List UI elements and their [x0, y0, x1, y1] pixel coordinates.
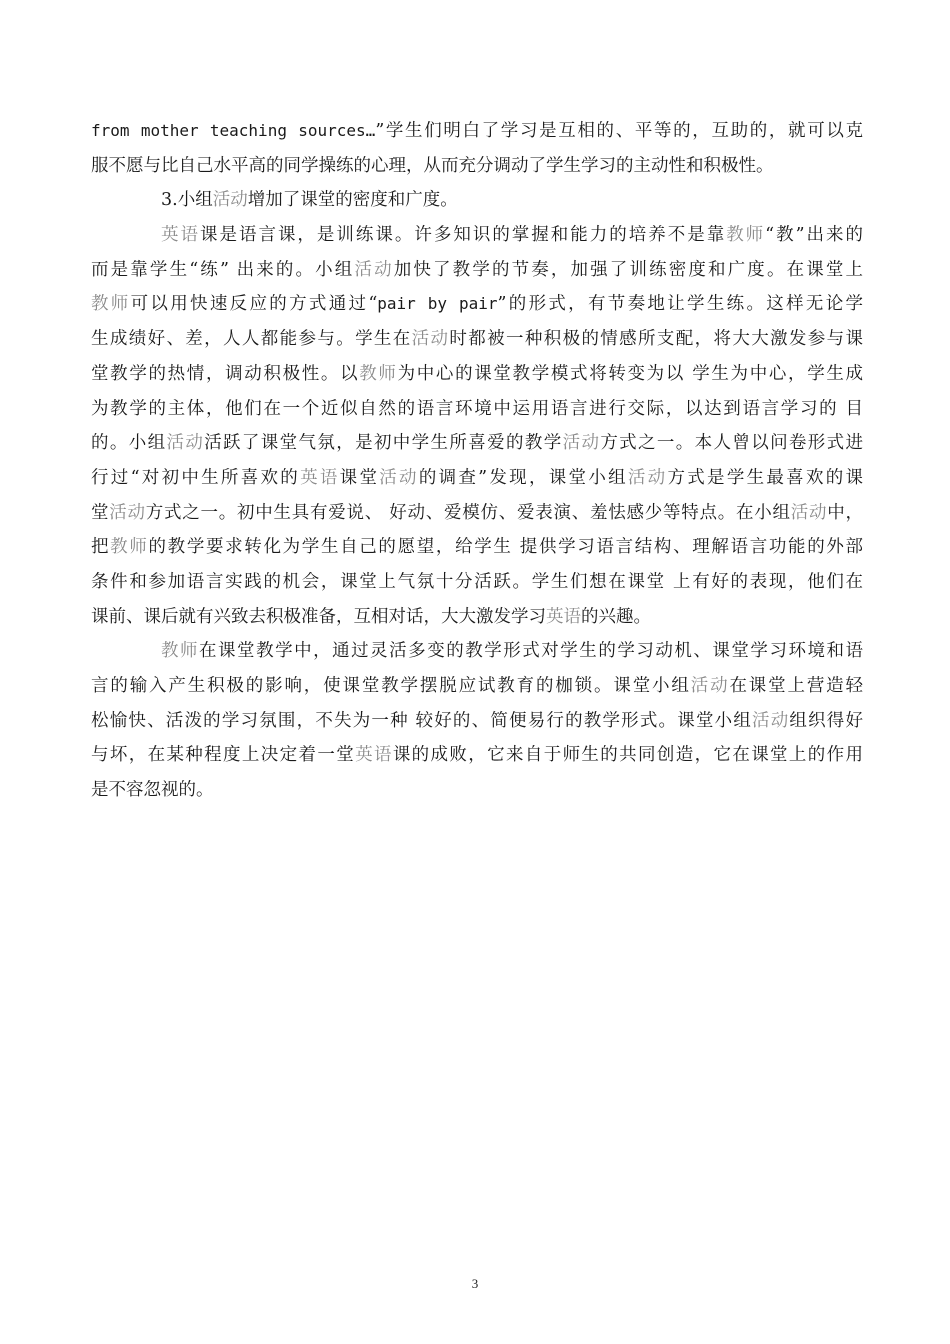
highlighted-keyword: 教师 [359, 363, 398, 384]
text-segment: ”学生们明白了学习是互相的、平等的，互助的，就可以克 [375, 121, 863, 141]
text-line [91, 426, 863, 461]
highlighted-keyword: 活动 [109, 502, 146, 523]
text-line [91, 669, 863, 704]
text-segment: 课的成败，它来自于师生的共同创造，它在课堂上的作用 [392, 745, 864, 766]
text-segment: 为教学的主体，他们在一个近似自然的语言环境中运用语言进行交际，以达到语言学习的 目 [91, 398, 863, 419]
text-segment: 时都被一种积极的情感所支配，将大大激发参与课 [449, 329, 864, 350]
text-segment: 方式之一。初中生具有爱说、 好动、爱模仿、爱表演、羞怯感少等特点。在小组 [145, 502, 791, 523]
text-line [91, 392, 863, 427]
text-line [91, 149, 863, 184]
text-segment: 堂教学的热情，调动积极性。以 [91, 363, 360, 384]
text-line [91, 496, 863, 531]
text-segment: 言的输入产生积极的影响，使课堂教学摆脱应试教育的枷锁。课堂小组 [91, 676, 691, 696]
highlighted-keyword: 英语 [355, 745, 393, 766]
text-segment: 而是靠学生“练” 出来的。小组 [91, 259, 355, 280]
text-line [91, 114, 863, 149]
highlighted-keyword: 英语 [300, 467, 340, 488]
highlighted-keyword: 活动 [690, 676, 730, 696]
text-line [91, 634, 863, 669]
highlighted-keyword: 教师 [110, 537, 149, 558]
page-number: 3 [471, 1276, 479, 1291]
text-segment: “教”出来的 [765, 225, 864, 246]
text-segment: 3.小组 [161, 190, 213, 211]
text-segment: 的。小组 [91, 433, 167, 454]
text-segment: 行过“对初中生所喜欢的 [91, 467, 301, 488]
text-segment: pair by pair [377, 294, 498, 314]
text-segment: 把 [91, 537, 111, 558]
text-segment: 方式之一。本人曾以问卷形式进 [600, 433, 864, 454]
highlighted-keyword: 活动 [212, 190, 248, 211]
text-segment: 课是语言课，是训练课。许多知识的掌握和能力的培养不是靠 [199, 225, 727, 246]
text-segment: 增加了课堂的密度和广度。 [247, 190, 458, 211]
text-segment: 条件和参加语言实践的机会，课堂上气氛十分活跃。学生们想在课堂 上有好的表现，他们在 [91, 571, 863, 592]
text-segment: 在课堂教学中，通过灵活多变的教学形式对学生的学习动机、课堂学习环境和语 [199, 641, 864, 662]
text-line [91, 773, 863, 808]
highlighted-keyword: 教师 [161, 641, 200, 662]
text-line [91, 600, 863, 635]
text-segment: 方式是学生最喜欢的课 [667, 467, 864, 488]
text-segment: 生成绩好、差，人人都能参与。学生在 [91, 329, 412, 350]
highlighted-keyword: 教师 [726, 225, 766, 246]
text-segment: ”的形式，有节奏地让学生练。这样无论学 [497, 294, 864, 315]
text-segment: 松愉快、活泼的学习氛围，不失为一种 较好的、简便易行的教学形式。课堂小组 [91, 710, 753, 731]
highlighted-keyword: 活动 [627, 467, 668, 488]
text-line [91, 183, 863, 218]
highlighted-keyword: 活动 [354, 259, 394, 280]
text-segment: 中， [827, 502, 864, 523]
highlighted-keyword: 活动 [790, 502, 828, 523]
text-line [91, 461, 863, 496]
highlighted-keyword: 英语 [546, 606, 581, 627]
text-segment: 活跃了课堂气氛，是初中学生所喜爱的教学 [204, 433, 563, 454]
text-segment: 的兴趣。 [581, 606, 651, 627]
text-segment: 与坏，在某种程度上决定着一堂 [91, 745, 356, 766]
text-segment: 堂 [91, 502, 110, 523]
text-line [91, 565, 863, 600]
text-segment: 为中心的课堂教学模式将转变为以 学生为中心，学生成 [397, 363, 864, 384]
highlighted-keyword: 活动 [562, 433, 601, 454]
text-segment: 加快了教学的节奏，加强了训练密度和广度。在课堂上 [393, 259, 864, 280]
text-segment: 在课堂上营造轻 [729, 676, 864, 696]
text-line [91, 253, 863, 288]
text-segment: 是不容忽视的。 [91, 780, 214, 801]
text-segment: 课前、课后就有兴致去积极准备，互相对话，大大激发学习 [91, 606, 546, 627]
text-line [91, 218, 863, 253]
highlighted-keyword: 教师 [91, 294, 131, 315]
text-line [91, 738, 863, 773]
text-line [91, 704, 863, 739]
text-segment: 服不愿与比自己水平高的同学操练的心理，从而充分调动了学生学习的主动性和积极性。 [91, 155, 774, 176]
text-segment: 课堂 [339, 467, 380, 488]
highlighted-keyword: 活动 [411, 329, 450, 350]
text-line [91, 287, 863, 322]
highlighted-keyword: 活动 [379, 467, 419, 488]
text-line [91, 530, 863, 565]
text-line [91, 357, 863, 392]
text-segment: 组织得好 [789, 710, 864, 731]
text-segment: 的调查”发现，课堂小组 [418, 467, 628, 488]
text-segment: 的教学要求转化为学生自己的愿望，给学生 提供学习语言结构、理解语言功能的外部 [148, 537, 864, 558]
document-body [91, 114, 863, 808]
highlighted-keyword: 英语 [161, 225, 200, 246]
highlighted-keyword: 活动 [752, 710, 790, 731]
text-segment: 可以用快速反应的方式通过“ [130, 294, 378, 315]
highlighted-keyword: 活动 [166, 433, 205, 454]
text-segment: from mother teaching sources… [91, 121, 376, 140]
text-line [91, 322, 863, 357]
